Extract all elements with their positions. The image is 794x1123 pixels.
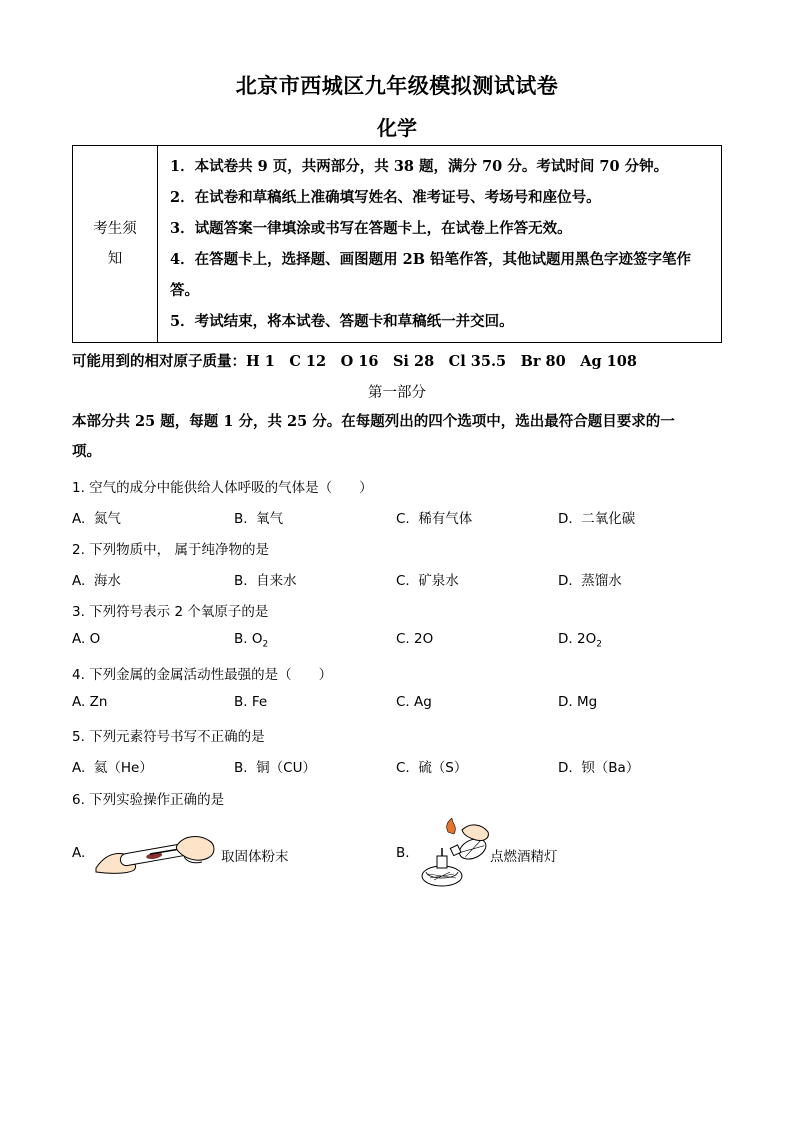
question-4-stem: 4. 下列金属的金属活动性最强的是（ ） — [72, 667, 333, 683]
subject-title: 化学 — [377, 116, 417, 140]
alcohol-lamp-illustration — [418, 818, 490, 890]
question-2-option-d[interactable]: D. 蒸馏水 — [558, 573, 622, 589]
question-3-stem: 3. 下列符号表示 2 个氧原子的是 — [72, 604, 269, 620]
question-2-option-b[interactable]: B. 自来水 — [234, 573, 297, 589]
question-1-option-b[interactable]: B. 氧气 — [234, 511, 284, 527]
powder-sampling-illustration — [94, 832, 218, 876]
atomic-masses: 可能用到的相对原子质量：H 1 C 12 O 16 Si 28 Cl 35.5 Br 80 Ag 108 — [72, 353, 637, 370]
notice-table — [72, 145, 722, 343]
exam-title: 北京市西城区九年级模拟测试试卷 — [235, 73, 559, 98]
notice-label-line2: 知 — [107, 251, 123, 267]
notice-label — [73, 146, 158, 343]
question-4-option-a[interactable]: A. Zn — [72, 694, 108, 710]
question-6-option-b-letter[interactable]: B. — [396, 845, 410, 861]
notice-item-2: 2．在试卷和草稿纸上准确填写姓名、准考证号、考场号和座位号。 — [170, 189, 601, 206]
question-1-option-d[interactable]: D. 二氧化碳 — [558, 511, 636, 527]
part-heading: 第一部分 — [368, 385, 426, 401]
question-3-option-a[interactable]: A. O — [72, 631, 101, 647]
question-2-option-c[interactable]: C. 矿泉水 — [396, 573, 459, 589]
question-6-option-a-letter[interactable]: A. — [72, 845, 86, 861]
notice-body — [158, 146, 722, 343]
question-3-option-c[interactable]: C. 2O — [396, 631, 434, 647]
question-1-option-c[interactable]: C. 稀有气体 — [396, 511, 473, 527]
part-instruction-line2: 项。 — [72, 443, 101, 460]
question-1-stem: 1. 空气的成分中能供给人体呼吸的气体是（ ） — [72, 480, 373, 496]
question-2-option-a[interactable]: A. 海水 — [72, 573, 121, 589]
question-3-option-b[interactable]: B. $O_2$ — [234, 631, 269, 650]
notice-item-5: 5．考试结束，将本试卷、答题卡和草稿纸一并交回。 — [170, 313, 514, 330]
question-4-option-c[interactable]: C. Ag — [396, 694, 432, 710]
question-6-stem: 6. 下列实验操作正确的是 — [72, 792, 225, 808]
question-6-option-a-text: 取固体粉末 — [221, 849, 289, 865]
question-4-option-b[interactable]: B. Fe — [234, 694, 268, 710]
question-4-option-d[interactable]: D. Mg — [558, 694, 598, 710]
notice-item-4: 4．在答题卡上，选择题、画图题用 2B 铅笔作答，其他试题用黑色字迹签字笔作答。 — [170, 251, 692, 299]
notice-item-3: 3．试题答案一律填涂或书写在答题卡上，在试卷上作答无效。 — [170, 220, 572, 237]
question-1-option-a[interactable]: A. 氮气 — [72, 511, 121, 527]
notice-label-line1: 考生须 — [93, 221, 137, 237]
part-instruction-line1: 本部分共 25 题，每题 1 分，共 25 分。在每题列出的四个选项中，选出最符合题目要求的一 — [72, 413, 675, 430]
question-3-option-d[interactable]: D. $2O_2$ — [558, 631, 602, 650]
question-5-stem: 5. 下列元素符号书写不正确的是 — [72, 729, 265, 745]
question-2-stem: 2. 下列物质中， 属于纯净物的是 — [72, 542, 269, 558]
question-6-option-b-text: 点燃酒精灯 — [490, 849, 558, 865]
notice-item-1: 1．本试卷共 9 页，共两部分，共 38 题，满分 70 分。考试时间 70 分钟。 — [170, 158, 669, 175]
question-5-option-a[interactable]: A. 氦（He） — [72, 760, 153, 776]
question-5-option-b[interactable]: B. 铜（CU） — [234, 760, 316, 776]
question-5-option-d[interactable]: D. 钡（Ba） — [558, 760, 640, 776]
question-5-option-c[interactable]: C. 硫（S） — [396, 760, 468, 776]
